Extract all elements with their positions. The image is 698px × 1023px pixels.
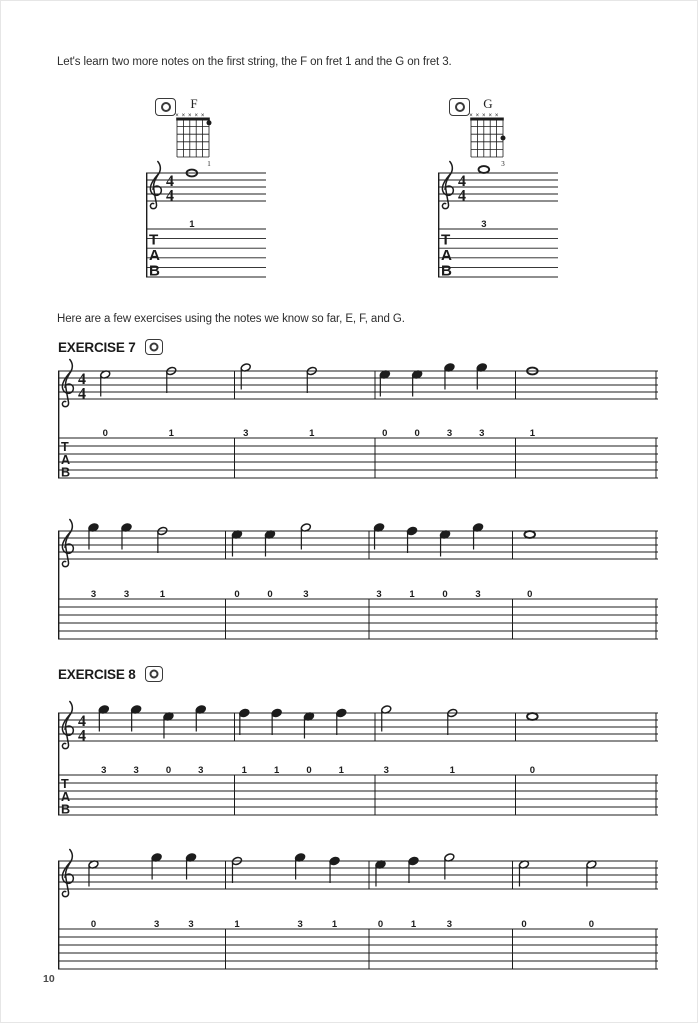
svg-text:A: A	[61, 789, 71, 804]
intro-paragraph: Let's learn two more notes on the first string, the F on fret 1 and the G on fret 3.	[57, 56, 452, 68]
svg-text:1: 1	[274, 765, 280, 776]
svg-text:0: 0	[527, 589, 533, 600]
svg-text:0: 0	[306, 765, 312, 776]
svg-text:3: 3	[123, 589, 130, 600]
svg-text:4: 4	[166, 187, 174, 205]
svg-text:×: ×	[482, 113, 486, 119]
svg-text:3: 3	[376, 589, 382, 600]
svg-text:3: 3	[133, 765, 139, 776]
exercise-8-system-1	[58, 683, 658, 818]
svg-text:3: 3	[188, 919, 194, 930]
svg-text:0: 0	[267, 589, 273, 600]
svg-text:1: 1	[409, 589, 415, 600]
svg-text:B: B	[441, 262, 452, 280]
svg-text:0: 0	[529, 765, 536, 776]
svg-text:1: 1	[159, 589, 166, 600]
svg-text:3: 3	[101, 765, 107, 776]
svg-text:×: ×	[469, 113, 473, 119]
exercise-7-system-2	[58, 501, 658, 642]
svg-text:1: 1	[189, 219, 195, 230]
svg-text:A: A	[61, 452, 71, 467]
svg-text:3: 3	[501, 160, 505, 168]
svg-text:1: 1	[309, 428, 315, 439]
svg-text:3: 3	[481, 219, 487, 230]
svg-text:3: 3	[383, 765, 389, 776]
svg-text:A: A	[441, 246, 452, 264]
svg-text:0: 0	[442, 589, 448, 600]
svg-text:0: 0	[521, 919, 527, 930]
svg-text:0: 0	[234, 589, 240, 600]
exercise-8-title: EXERCISE 8	[58, 666, 136, 682]
svg-text:3: 3	[90, 589, 97, 600]
svg-text:1: 1	[410, 919, 417, 930]
svg-text:T: T	[61, 776, 69, 791]
svg-text:3: 3	[446, 428, 453, 439]
notation-system-g	[438, 159, 558, 281]
svg-text:1: 1	[207, 160, 211, 168]
video-icon	[145, 666, 163, 682]
svg-text:×: ×	[200, 113, 205, 119]
exercise-7-title: EXERCISE 7	[58, 339, 136, 355]
notation-system-f	[146, 159, 266, 281]
svg-text:0: 0	[165, 765, 172, 776]
svg-text:1: 1	[449, 765, 455, 776]
svg-text:T: T	[149, 231, 159, 249]
note-name-label: G	[483, 96, 493, 111]
svg-text:1: 1	[234, 919, 240, 930]
svg-text:3: 3	[446, 919, 453, 930]
svg-text:T: T	[441, 231, 451, 249]
svg-text:4: 4	[78, 385, 86, 403]
svg-text:0: 0	[588, 919, 595, 930]
exercise-7-system-1	[58, 343, 658, 481]
svg-text:0: 0	[382, 428, 388, 439]
svg-text:3: 3	[153, 919, 160, 930]
exercises-intro-paragraph: Here are a few exercises using the notes we know so far, E, F, and G.	[57, 313, 405, 325]
svg-text:0: 0	[377, 919, 384, 930]
svg-text:0: 0	[90, 919, 97, 930]
svg-text:T: T	[61, 439, 69, 454]
svg-text:3: 3	[297, 919, 303, 930]
exercise-8-header	[58, 666, 163, 682]
svg-text:3: 3	[198, 765, 204, 776]
svg-text:4: 4	[78, 371, 86, 388]
svg-text:×: ×	[494, 113, 499, 119]
svg-text:3: 3	[479, 428, 485, 439]
svg-text:×: ×	[475, 113, 480, 119]
svg-text:1: 1	[338, 765, 344, 776]
svg-text:3: 3	[303, 589, 309, 600]
svg-text:1: 1	[331, 919, 338, 930]
svg-text:4: 4	[166, 173, 174, 190]
svg-text:B: B	[149, 262, 160, 280]
svg-text:1: 1	[241, 765, 247, 776]
svg-text:0: 0	[414, 428, 420, 439]
svg-text:4: 4	[458, 173, 466, 190]
svg-text:4: 4	[78, 713, 86, 730]
svg-text:4: 4	[458, 187, 466, 205]
svg-text:×: ×	[188, 113, 192, 119]
svg-text:0: 0	[102, 428, 108, 439]
svg-text:A: A	[149, 246, 160, 264]
svg-text:B: B	[61, 802, 71, 817]
svg-text:3: 3	[475, 589, 481, 600]
svg-text:1: 1	[168, 428, 174, 439]
note-name-label: F	[190, 96, 198, 111]
page-number: 10	[43, 973, 55, 985]
svg-text:4: 4	[78, 727, 86, 745]
svg-text:B: B	[61, 465, 71, 480]
svg-text:×: ×	[194, 113, 198, 119]
svg-text:×: ×	[181, 113, 186, 119]
svg-text:1: 1	[529, 428, 536, 439]
exercise-8-system-2	[58, 831, 658, 972]
svg-text:×: ×	[175, 113, 179, 119]
svg-text:×: ×	[488, 113, 492, 119]
svg-text:3: 3	[243, 428, 249, 439]
